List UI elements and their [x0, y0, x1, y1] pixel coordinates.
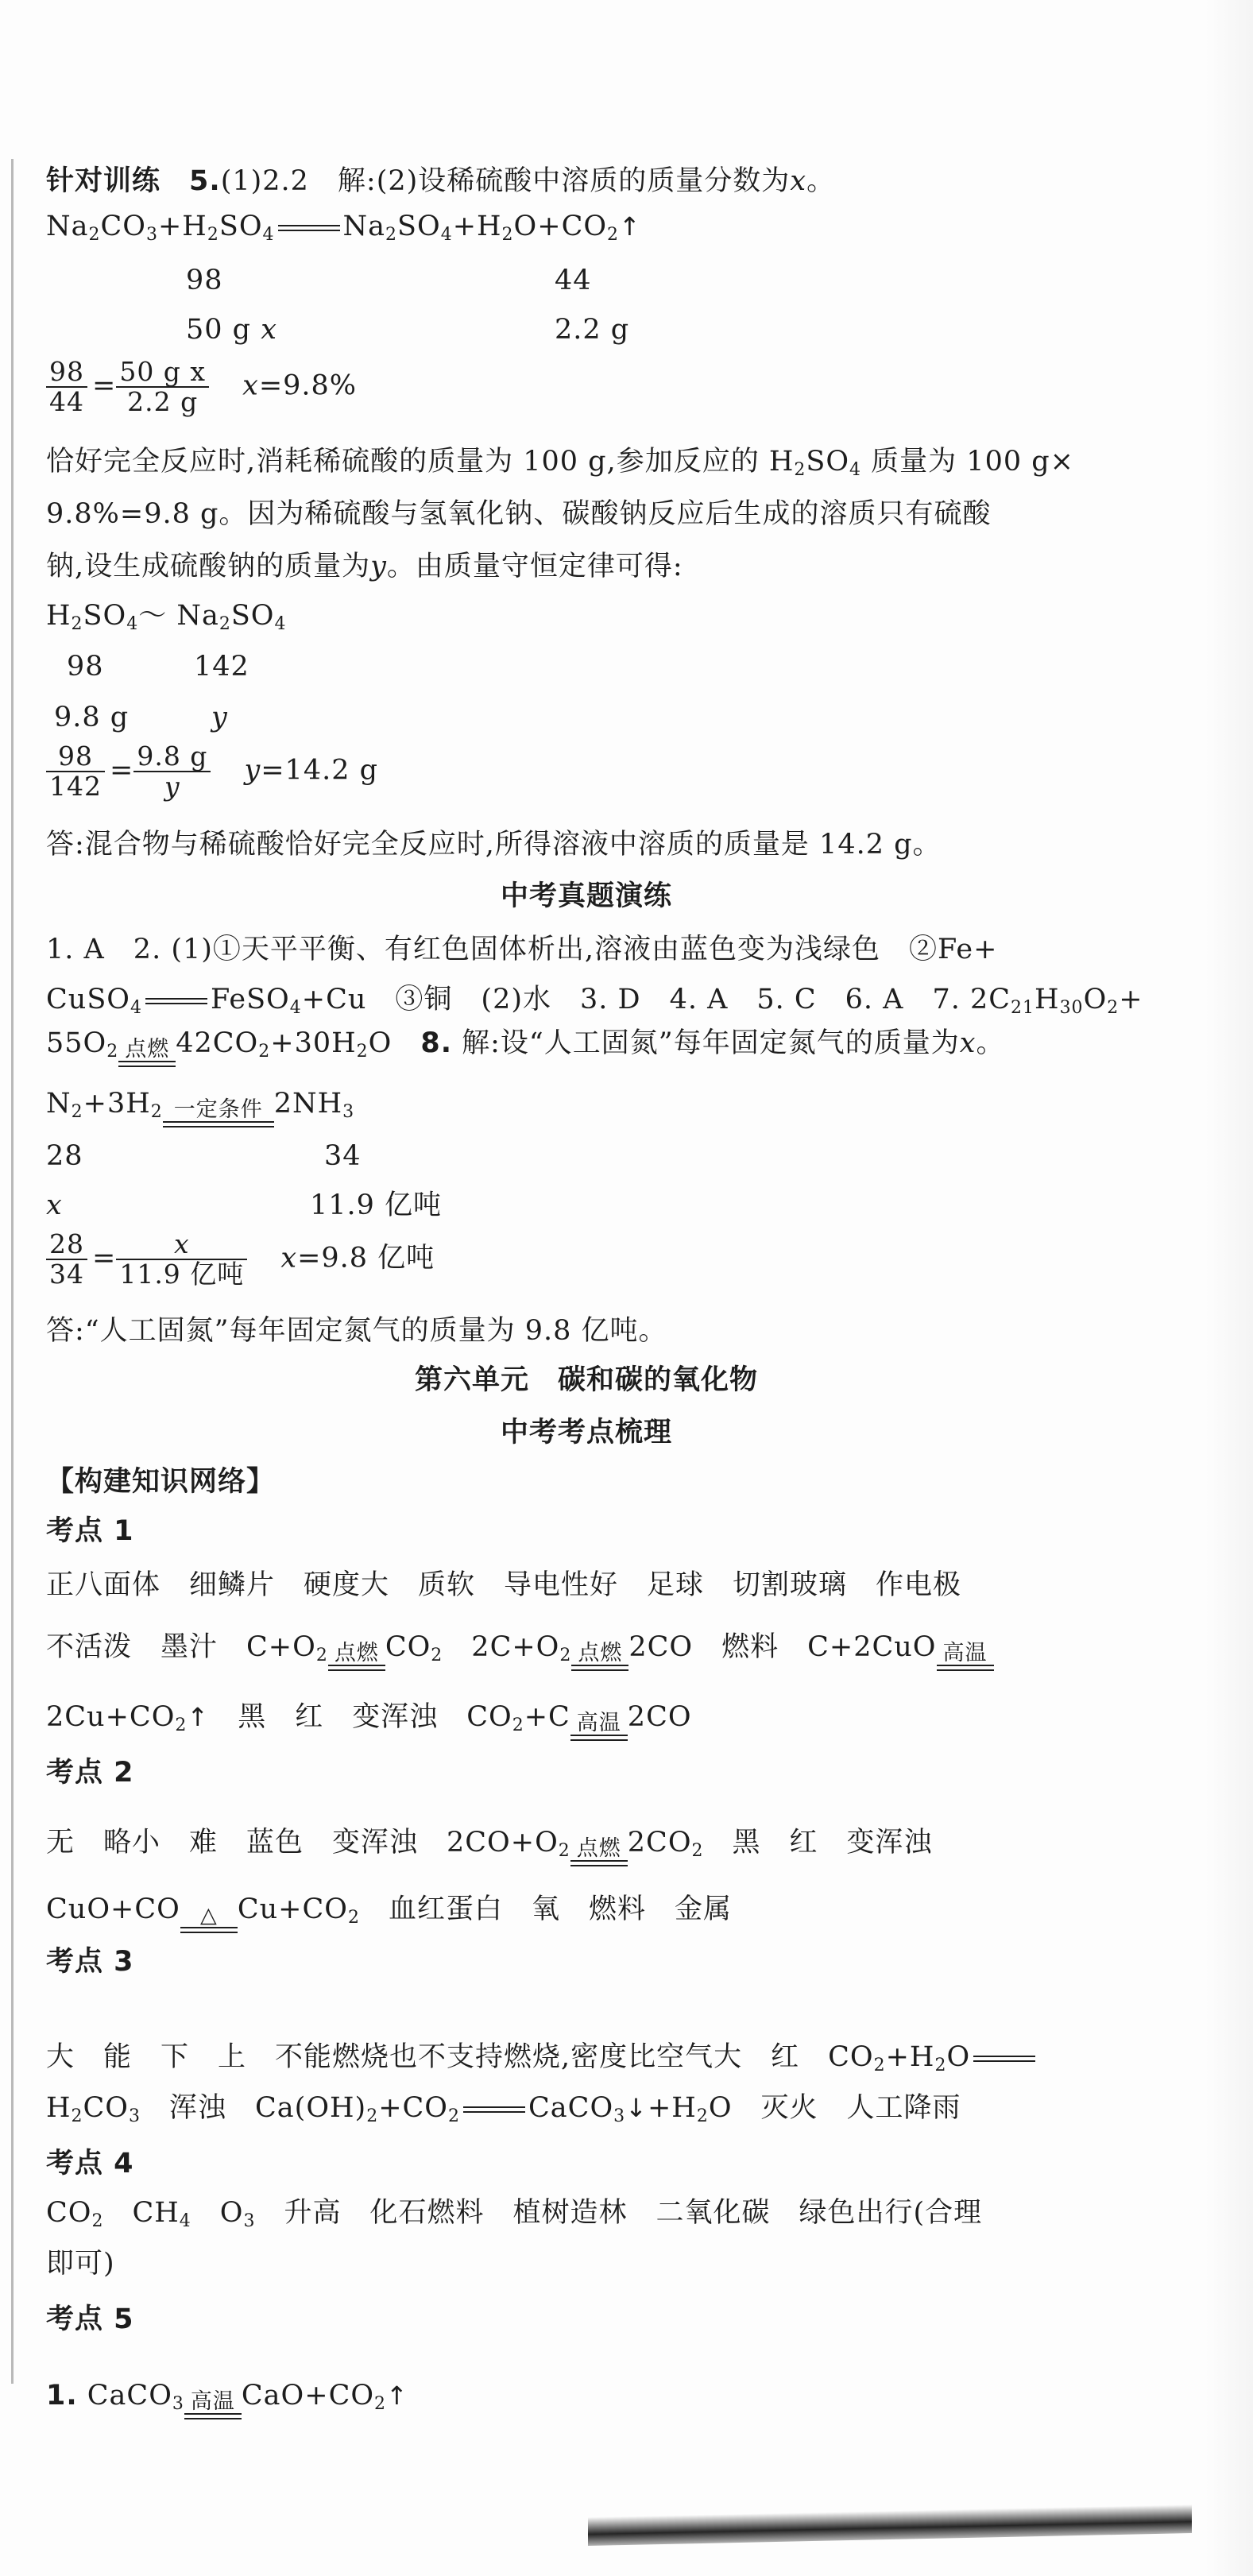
variable: x	[280, 1242, 298, 1274]
question-number: 1.	[46, 2380, 78, 2412]
point-heading-1: 考点 1	[46, 1515, 134, 1547]
formula-part: CO	[385, 1631, 431, 1663]
molar-mass-2: 44	[555, 265, 592, 296]
denominator: 44	[49, 386, 84, 417]
reaction-condition	[571, 1642, 628, 1671]
subscript: 2	[106, 1042, 119, 1062]
formula-part: CuSO	[46, 984, 130, 1015]
formula-part: CO	[100, 211, 146, 242]
subscript: 2	[175, 1715, 188, 1735]
subscript: 2	[150, 1102, 163, 1122]
condition-text: 高温	[190, 2389, 235, 2414]
subscript: 2	[696, 2106, 709, 2126]
condition-text: 高温	[576, 1711, 621, 1735]
condition-text: 一定条件	[173, 1097, 263, 1122]
formula-part: SO	[219, 211, 263, 242]
proportion-3	[46, 1230, 435, 1289]
page-margin-line	[11, 159, 14, 2384]
point-1-line-2	[46, 1629, 994, 1674]
subscript: 2	[366, 2106, 379, 2126]
subscript: 2	[448, 2106, 461, 2126]
subscript: 2	[385, 225, 398, 245]
explanation-line-2: 9.8%=9.8 g。因为稀硫酸与氢氧化钠、碳酸钠反应后生成的溶质只有硫酸	[46, 498, 992, 530]
reaction-condition	[184, 2391, 242, 2419]
heat-triangle-icon: △	[199, 1903, 218, 1928]
point-heading-3: 考点 3	[46, 1946, 134, 1978]
subscript: 30	[1059, 998, 1084, 1018]
formula-part: 2CO 燃料 C+2CuO	[628, 1631, 937, 1663]
point-heading-4: 考点 4	[46, 2148, 134, 2180]
point-4-line-2: 即可)	[46, 2248, 115, 2280]
condition-text: 点燃	[578, 1641, 623, 1665]
subscript: 2	[934, 2056, 947, 2075]
formula-part: Na	[46, 211, 89, 242]
formula-part: 黑 红 变浑浊 CO	[209, 1701, 512, 1733]
condition-text: 点燃	[576, 1836, 621, 1861]
formula-part: O	[191, 2197, 244, 2229]
point-5-line-1	[46, 2377, 408, 2423]
formula-part: CO	[83, 2092, 130, 2124]
answer-line-2: 答:“人工固氮”每年固定氮气的质量为 9.8 亿吨。	[46, 1315, 667, 1347]
variable: x	[242, 369, 259, 402]
subscript: 3	[243, 2211, 256, 2231]
formula-part: CaO+CO	[241, 2380, 375, 2412]
line-text: 。	[806, 165, 836, 197]
condition-text: 点燃	[334, 1641, 379, 1665]
formula-part: CH	[103, 2197, 180, 2229]
formula-part: 2CO	[627, 1701, 692, 1733]
equals-bar	[570, 1735, 628, 1741]
mass-value-5: x	[46, 1189, 63, 1221]
subscript: 2	[71, 614, 83, 634]
formula-part: +CO	[378, 2092, 449, 2124]
fraction	[46, 358, 87, 416]
reaction-condition	[570, 1838, 628, 1866]
mass-value-6: 11.9 亿吨	[310, 1189, 443, 1221]
formula-part: 大 能 下 上 不能燃烧也不支持燃烧,密度比空气大 红 CO	[46, 2041, 874, 2073]
denominator: 34	[49, 1259, 84, 1290]
result: =14.2 g	[261, 754, 379, 787]
page-edge-shade	[1205, 0, 1253, 2576]
result: =9.8 亿吨	[297, 1242, 435, 1274]
subscript: 2	[356, 1042, 369, 1062]
equals-bar	[937, 1665, 994, 1671]
explanation-line-1	[46, 443, 1074, 489]
variable: y	[370, 551, 387, 582]
formula-part: +3H	[83, 1088, 151, 1120]
equals-sign: =	[92, 369, 117, 402]
line-text: (1)2.2 解:(2)设稀硫酸中溶质的质量分数为	[220, 165, 791, 197]
reaction-condition	[163, 1099, 274, 1127]
equals-bar	[145, 998, 207, 1004]
subscript: 2	[207, 225, 219, 245]
exam-line-2	[46, 981, 1143, 1027]
reaction-condition	[328, 1642, 385, 1671]
formula-part: 黑 红 变浑浊	[703, 1827, 933, 1859]
subscript: 3	[172, 2394, 184, 2414]
formula-part: FeSO	[211, 984, 290, 1015]
subscript: 3	[342, 1102, 355, 1122]
molar-mass-1: 98	[186, 265, 223, 296]
numerator: 98	[46, 358, 87, 388]
equals-bar	[328, 1665, 385, 1671]
point-3-line-2	[46, 2090, 961, 2135]
formula-part: CuO+CO	[46, 1893, 180, 1925]
formula-part: 不活泼 墨汁 C+O	[46, 1631, 316, 1663]
formula-part: O	[368, 1027, 421, 1059]
line-text: 质量为 100 g×	[861, 446, 1074, 478]
formula-part: +Cu ③铜 (2)水 3. D 4. A 5. C 6. A 7. 2C	[301, 984, 1011, 1015]
formula-part: 升高 化石燃料 植树造林 二氧化碳 绿色出行(合理	[255, 2197, 983, 2229]
formula-part: H	[1034, 984, 1060, 1015]
formula-part: CaCO	[528, 2092, 614, 2124]
formula-part: H	[46, 2092, 72, 2124]
page-bottom-shadow	[588, 2504, 1192, 2546]
section-label: 针对训练	[46, 165, 161, 197]
value: 50 g	[186, 314, 252, 346]
numerator: x	[116, 1230, 247, 1260]
section-heading-exam: 中考真题演练	[500, 880, 672, 912]
precipitate-arrow-icon: ↓	[625, 2093, 648, 2123]
question-number: 5.	[189, 165, 221, 197]
molar-mass-6: 34	[324, 1140, 362, 1172]
section-heading-review: 中考考点梳理	[500, 1417, 672, 1449]
fraction	[116, 358, 209, 416]
subscript: 2	[873, 2056, 886, 2075]
subscript: 2	[607, 225, 620, 245]
reaction-condition	[570, 1712, 628, 1741]
subscript: 2	[71, 2106, 83, 2126]
mass-value-3: 9.8 g	[54, 702, 130, 733]
formula-part: +30H	[270, 1027, 357, 1059]
formula-part: +H	[885, 2041, 935, 2073]
formula-part: ～ Na	[138, 600, 219, 632]
formula-part: +H	[647, 2092, 697, 2124]
formula-part: CO	[46, 2197, 92, 2229]
mass-value-4: y	[211, 702, 228, 733]
formula-part: 2C+O	[443, 1631, 560, 1663]
formula-part: O+CO	[513, 211, 608, 242]
proportion-1	[46, 358, 357, 416]
point-heading-5: 考点 5	[46, 2303, 134, 2335]
numerator: 9.8 g	[133, 742, 211, 772]
subscript: 2	[347, 1908, 360, 1928]
knowledge-network-heading: 【构建知识网络】	[46, 1466, 276, 1498]
molar-mass-5: 28	[46, 1140, 83, 1172]
denominator: y	[164, 771, 180, 802]
subscript: 2	[512, 1715, 524, 1735]
formula-part: +H	[452, 211, 502, 242]
fraction	[133, 742, 211, 801]
formula-part: Cu+CO	[237, 1893, 348, 1925]
formula-part: 无 略小 难 蓝色 变浑浊 2CO+O	[46, 1827, 559, 1859]
condition-text: 高温	[942, 1641, 988, 1665]
equals-sign: =	[110, 754, 134, 787]
equals-bar	[463, 2106, 525, 2113]
formula-part: +H	[157, 211, 207, 242]
line-text: 解:设“人工固氮”每年固定氮气的质量为	[452, 1027, 960, 1059]
line-text: 。	[976, 1027, 1005, 1059]
subscript: 2	[794, 460, 806, 480]
point-3-line-1	[46, 2039, 1038, 2084]
variable: y	[244, 754, 261, 787]
fraction	[46, 1230, 87, 1289]
subscript: 4	[289, 998, 302, 1018]
equals-bar	[973, 2056, 1035, 2062]
formula-part: SO	[83, 600, 127, 632]
line-text: SO	[806, 446, 850, 478]
subscript: 2	[431, 1646, 443, 1665]
equals-bar	[278, 225, 340, 231]
equals-bar	[118, 1061, 176, 1067]
subscript: 2	[501, 225, 514, 245]
molar-mass-4: 142	[194, 651, 249, 683]
formula-part: 血红蛋白 氧 燃料 金属	[359, 1893, 732, 1925]
subscript: 3	[145, 225, 158, 245]
subscript: 2	[219, 614, 231, 634]
relation-line	[46, 598, 287, 643]
point-1-line-1: 正八面体 细鳞片 硬度大 质软 导电性好 足球 切割玻璃 作电极	[46, 1569, 962, 1601]
formula-part: 42CO	[176, 1027, 259, 1059]
exam-line-1: 1. A 2. (1)①天平平衡、有红色固体析出,溶液由蓝色变为浅绿色 ②Fe+	[46, 934, 998, 965]
subscript: 4	[179, 2211, 191, 2231]
subscript: 4	[274, 614, 287, 634]
formula-part: SO	[397, 211, 441, 242]
formula-part: O	[946, 2041, 971, 2073]
gas-arrow-icon: ↑	[187, 1702, 210, 1732]
line-text: 。由质量守恒定律可得:	[386, 551, 683, 582]
denominator: 11.9 亿吨	[119, 1259, 245, 1290]
formula-part: SO	[230, 600, 275, 632]
proportion-2	[46, 742, 378, 801]
fraction	[46, 742, 105, 801]
question-number: 8.	[420, 1027, 452, 1059]
subscript: 2	[374, 2394, 387, 2414]
subscript: 2	[71, 1102, 83, 1122]
denominator: 2.2 g	[127, 386, 199, 417]
variable: x	[261, 314, 277, 346]
practice-line-1	[46, 163, 835, 199]
subscript: 4	[849, 460, 862, 480]
numerator: 98	[46, 742, 105, 772]
equals-sign: =	[92, 1242, 117, 1274]
formula-part: +C	[524, 1701, 570, 1733]
numerator: 50 g x	[116, 358, 209, 388]
equals-bar	[163, 1121, 274, 1127]
point-4-line-1	[46, 2195, 982, 2240]
numerator: 28	[46, 1230, 87, 1260]
reaction-condition	[118, 1039, 176, 1067]
reaction-condition	[180, 1905, 238, 1933]
molar-mass-3: 98	[67, 651, 104, 683]
subscript: 2	[691, 1841, 704, 1861]
reaction-equation-2	[46, 1085, 354, 1131]
line-text: 恰好完全反应时,消耗稀硫酸的质量为 100 g,参加反应的 H	[46, 446, 795, 478]
point-2-line-1	[46, 1824, 933, 1870]
subscript: 2	[91, 2211, 104, 2231]
subscript: 4	[130, 998, 142, 1018]
equals-bar	[571, 1665, 628, 1671]
subscript: 2	[559, 1646, 572, 1665]
reaction-condition	[937, 1642, 994, 1671]
gas-arrow-icon: ↑	[386, 2381, 408, 2411]
mass-value-2: 2.2 g	[555, 314, 630, 346]
equals-bar	[184, 2413, 242, 2419]
point-2-line-2	[46, 1891, 732, 1936]
exam-line-3	[46, 1025, 1004, 1070]
formula-part: N	[46, 1088, 72, 1120]
subscript: 3	[129, 2106, 141, 2126]
formula-part: 2Cu+CO	[46, 1701, 176, 1733]
formula-part: 浑浊 Ca(OH)	[141, 2092, 367, 2124]
subscript: 2	[258, 1042, 271, 1062]
subscript: 3	[613, 2106, 626, 2126]
subscript: 2	[558, 1841, 570, 1861]
condition-text: 点燃	[125, 1037, 170, 1062]
mass-value-1	[186, 311, 277, 348]
variable: x	[790, 165, 807, 197]
formula-part: +	[1119, 984, 1143, 1015]
subscript: 4	[262, 225, 275, 245]
formula-part: O 灭火 人工降雨	[708, 2092, 961, 2124]
formula-part: 55O	[46, 1027, 107, 1059]
subscript: 2	[1107, 998, 1120, 1018]
equals-bar	[570, 1860, 628, 1866]
line-text: 钠,设生成硫酸钠的质量为	[46, 551, 371, 582]
point-heading-2: 考点 2	[46, 1757, 134, 1789]
subscript: 4	[440, 225, 453, 245]
explanation-line-3	[46, 548, 683, 585]
formula-part: Na	[342, 211, 386, 242]
reaction-equation-1	[46, 208, 641, 253]
subscript: 4	[126, 614, 139, 634]
equals-bar	[180, 1927, 238, 1933]
answer-line-1: 答:混合物与稀硫酸恰好完全反应时,所得溶液中溶质的质量是 14.2 g。	[46, 829, 942, 861]
variable: x	[959, 1027, 976, 1059]
result: =9.8%	[258, 369, 358, 402]
fraction	[116, 1230, 247, 1289]
subscript: 21	[1011, 998, 1035, 1018]
subscript: 2	[315, 1646, 328, 1665]
unit-heading: 第六单元 碳和碳的氧化物	[414, 1364, 758, 1396]
point-1-line-3	[46, 1699, 692, 1744]
denominator: 142	[49, 771, 102, 802]
formula-part: 2NH	[273, 1088, 343, 1120]
formula-part: O	[1083, 984, 1108, 1015]
formula-part: CaCO	[77, 2380, 172, 2412]
formula-part: 2CO	[627, 1827, 692, 1859]
gas-arrow-icon: ↑	[619, 211, 641, 242]
subscript: 2	[88, 225, 101, 245]
formula-part: H	[46, 600, 72, 632]
